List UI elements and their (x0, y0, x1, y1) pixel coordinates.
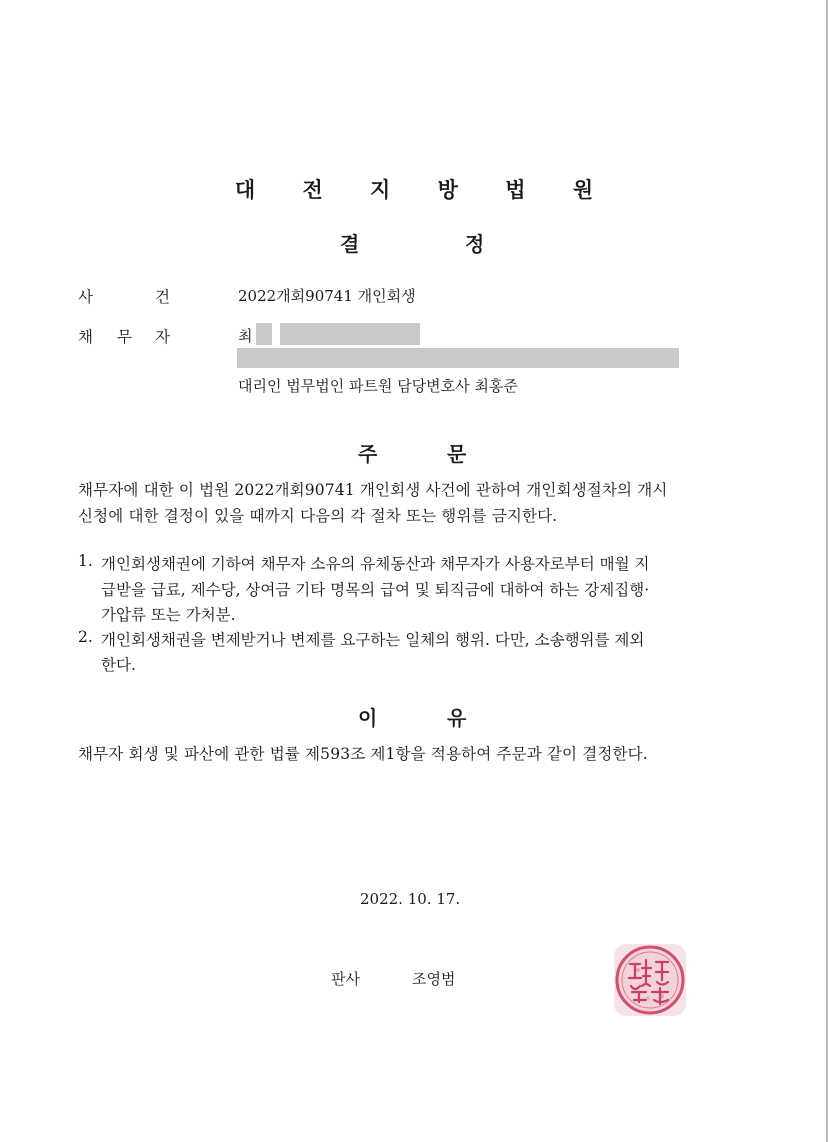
order-text-line: 채무자에 대한 이 법원 2022개회90741 개인회생 사건에 관하여 개인회생절차의 개시 (78, 481, 668, 499)
item-line: 한다. (101, 656, 136, 674)
item-line: 개인회생채권을 변제받거나 변제를 요구하는 일체의 행위. 다만, 소송행위를 제외 (101, 631, 645, 649)
item-number: 1. (78, 552, 93, 570)
debtor-label-1: 채 (78, 328, 93, 346)
order-heading-left: 주 (358, 442, 378, 466)
court-name: 대 전 지 방 법 원 (234, 178, 614, 202)
court-seal (612, 942, 688, 1018)
doc-title-left: 결 (340, 232, 360, 256)
debtor-agent: 대리인 법무법인 파트원 담당변호사 최홍준 (238, 377, 518, 395)
case-label-2: 건 (155, 288, 170, 306)
decision-date: 2022. 10. 17. (360, 890, 461, 908)
item-line: 급받을 급료, 제수당, 상여금 기타 명목의 급여 및 퇴직금에 대하여 하는 강제집행· (101, 581, 650, 599)
debtor-label-3: 자 (155, 328, 170, 346)
doc-title-right: 정 (465, 232, 485, 256)
reason-heading-left: 이 (358, 706, 378, 730)
judge-title: 판사 (331, 970, 360, 988)
order-heading-right: 문 (447, 442, 467, 466)
debtor-name: 최 (238, 327, 253, 345)
item-number: 2. (78, 628, 93, 646)
case-number: 2022개회90741 개인회생 (238, 287, 416, 305)
order-text-line: 신청에 대한 결정이 있을 때까지 다음의 각 절차 또는 행위를 금지한다. (78, 507, 558, 525)
redaction-box (256, 323, 272, 345)
item-line: 개인회생채권에 기하여 채무자 소유의 유체동산과 채무자가 사용자로부터 매월 지 (101, 555, 650, 573)
redaction-box (280, 323, 420, 345)
case-label-1: 사 (78, 288, 93, 306)
judge-name: 조영범 (412, 970, 456, 988)
item-line: 가압류 또는 가처분. (101, 606, 236, 624)
redaction-box (237, 348, 679, 368)
debtor-label-2: 무 (117, 328, 132, 346)
reason-heading-right: 유 (447, 706, 467, 730)
reason-text: 채무자 회생 및 파산에 관한 법률 제593조 제1항을 적용하여 주문과 같이 결정한다. (78, 745, 648, 763)
